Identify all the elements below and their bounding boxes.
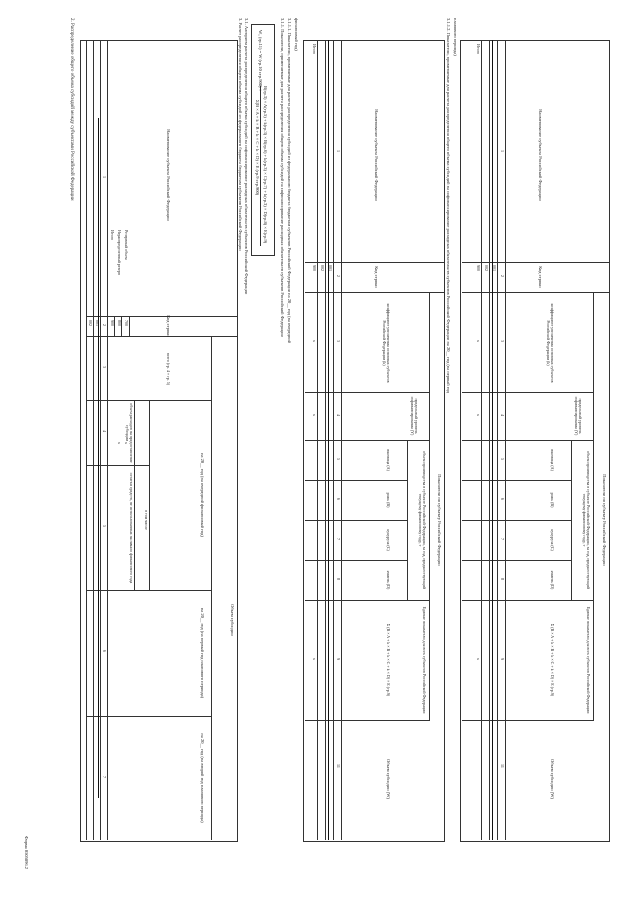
section-3112-title: 3.1.1.2. Показатели, применяемые для расчета распределения общего объема субсидий на софинансирование расходных обязательств субъектов Российской Федерации на 20__ год (на первый год bbox=[446, 18, 451, 393]
t2-col-subject: Наименование субъекта Российской Федерации bbox=[374, 109, 379, 201]
t3-col-subject: Наименование субъекта Российской Федерации bbox=[538, 109, 543, 201]
t2-col-unified: Единые показатели для всех субъектов Российской Федерации bbox=[422, 606, 427, 714]
t2-col-barley: ячмень (D) bbox=[386, 570, 391, 590]
section-311-title: 3.1.1.1. Показатели, применяемые для расчета распределения субсидий из федерального бюджета бюджетам субъектов Российской Федерации на 20__ год (на очередной bbox=[287, 18, 292, 344]
section-3112-title-cont: планового периода) bbox=[453, 18, 458, 56]
section-311-title-cont: финансовый год) bbox=[294, 18, 299, 51]
form-number: Форма 0505896.2 bbox=[24, 836, 29, 870]
t3-col-volume: Объем субсидии (W) bbox=[550, 758, 555, 800]
t3-col-code: Код строки bbox=[538, 266, 543, 288]
t2-col-volume-prod: объем производства в субъекте Российской Федерации, за год, предшествующий текущему финансовому году, т bbox=[417, 451, 427, 589]
t2-formula-sum: Σ (B × A + k × B + k × C + k × D) × E (гр.9) bbox=[386, 623, 391, 697]
t2-col-code: Код строки bbox=[374, 266, 379, 288]
section-31-title: 3.1.1. Показатели, применяемые для расчета распределения общего объема субсидий на софинансирование расходных обязательств субъектов Российской Федерации bbox=[280, 18, 285, 337]
t1-col-a: объем расходов на предоставление субсидии bbox=[124, 403, 134, 463]
t1-col-incl: в том числе bbox=[144, 510, 149, 530]
t2-col-wheat: пшеница (A) bbox=[386, 449, 391, 471]
t1-col-subject: Наименование субъекта Российской Федерации bbox=[166, 129, 171, 221]
t1-col-b: остатки средств, не использованных на начало финансового года bbox=[129, 472, 134, 584]
t2-col-volume: Объем субсидии (W) bbox=[386, 758, 391, 800]
t1-col-year-current: на 20__ год (на очередной финансовый год) bbox=[200, 453, 205, 537]
t3-col-limit: предельный уровень софинансирования (Y) bbox=[573, 396, 583, 436]
formula-lhs: W₁ (гр.11) = W (гр.10 стр.900) × bbox=[258, 30, 263, 92]
table-1 bbox=[80, 40, 238, 842]
t1-col-code: Код строки bbox=[166, 315, 171, 337]
t3-col-indicators: Показатели по субъекту Российской Федерации bbox=[602, 474, 607, 566]
rotated-form: Форма 0505896.2 2. Распределение общего объема субсидий между субъектами Российской Федерации Наименование субъекта Российской Федерации Код строки Объем субсидии на 20__ год (на очередной финансовый год) на 20__ год (на первый год планового периода) на 20__ год (на второй год планового периода) всего (гр. 4 + гр. 5) в том числе объем расходов на предоставление субсидии остатки средств, не использованных на начало финансового года 1 2 3 4 5 6 7 001 002 Резервный объем Нераспределенный резерв Итого 700 800 900 x x 3. Расчет распределения общего объема субсидий из федерального бюджета бюджетам субъектов Российской Федерации 3.1. Алгоритм расчета распределения общего объема субсидий на софинансирование расходных обязательств субъектов Российской Федерации W₁ (гр.11) = W (гр.10 стр.900) × B(гр.3) × A(гр.5) + k(гр.3) × B(гр.6) + k(гр.3) × C(гр.7) + k(гр.3) × D(гр.8) × E(гр.9) Σ(B × A + k × B + k × C + k × D) × E (гр.9 стр.900) 3.1.1. Показатели, применяемые для расчета распределения общего объема субсидий на софинансирование расходных обязательств субъектов Российской Федерации 3.1.1.1. Показатели, применяемые для расчета распределения субсидий из федерального бюджета бюджетам субъектов Российской Федерации на 20__ год (на очередной финансовый год) Наименование субъекта Российской Федерации Код строки Показатели по субъекту Российской Федерации Объем субсидии (W) коэффициент увеличения основных субъектов Российской Федерации (k) предельный уровень софинансирования (Y) объем производства в субъекте Российской Федерации, за год, предшествующий текущему финансовому году, т пшеница (A) рожь (B) кукуруза (C) ячмень (D) Единые показатели для всех субъектов Российской Федерации Σ (B × A + k × B + k × C + k × D) × E (гр.9) 1 2 3 4 5 6 7 8 9 11 001 002 900 Итого x x x 3.1.1.2. Показатели, применяемые для расчета распределения общего объема субсидий на софинансирование расходных обязательств субъектов Российской Федерации на 20__ год (на первый год планового периода) Наименование субъекта Российской Федерации Код строки Показатели по субъекту Российской Федерации Объем субсидии (W) коэффициент увеличения основных субъектов Российской Федерации (k) предельный уровень софинансирования (Y) объем производства в субъекте Российской Федерации, за год, предшествующий текущему финансовому году, т пшеница (A) рожь (B) кукуруза (C) ячмень (D) Единые показатели для всех субъектов Российской Федерации Σ (B × A + k × B + k × C + k × D) × E (гр.9) 1 2 3 4 5 6 7 8 9 11 001 002 900 Итого x x x bbox=[0, 0, 640, 905]
t2-col-corn: кукуруза (C) bbox=[386, 529, 391, 551]
t1-col-total: всего (гр. 4 + гр. 5) bbox=[166, 352, 171, 386]
section-2-title: 2. Распределение общего объема субсидий между субъектами Российской Федерации bbox=[69, 18, 74, 201]
t1-col-year-plan1: на 20__ год (на первый год планового периода) bbox=[200, 607, 205, 699]
formula-denominator: Σ(B × A + k × B + k × C + k × D) × E (гр.9 стр.900) bbox=[255, 100, 260, 196]
t1-col-year-plan2: на 20__ год (на второй год планового периода) bbox=[200, 733, 205, 823]
t2-col-rye: рожь (B) bbox=[386, 492, 391, 508]
t1-col-volume: Объем субсидии bbox=[230, 604, 235, 636]
t3-col-volume-prod: объем производства в субъекте Российской Федерации, за год, предшествующий текущему финансовому году, т bbox=[581, 451, 591, 589]
section-3-title: 3. Расчет распределения общего объема субсидий из федерального бюджета бюджетам субъектов Российской Федерации bbox=[238, 18, 243, 251]
t2-col-limit: предельный уровень софинансирования (Y) bbox=[409, 396, 419, 436]
formula-numerator: B(гр.3) × A(гр.5) + k(гр.3) × B(гр.6) + k(гр.3) × C(гр.7) + k(гр.3) × D(гр.8) × E(гр.9) bbox=[263, 86, 268, 244]
t3-col-coef: коэффициент увеличения основных субъектов Российской Федерации (k) bbox=[545, 303, 555, 383]
section-3-subtitle: 3.1. Алгоритм расчета распределения общего объема субсидий на софинансирование расходных обязательств субъектов Российской Федерации bbox=[244, 18, 249, 295]
t2-col-coef: коэффициент увеличения основных субъектов Российской Федерации (k) bbox=[381, 303, 391, 383]
table-3 bbox=[460, 40, 610, 842]
t2-col-indicators: Показатели по субъекту Российской Федерации bbox=[437, 474, 442, 566]
